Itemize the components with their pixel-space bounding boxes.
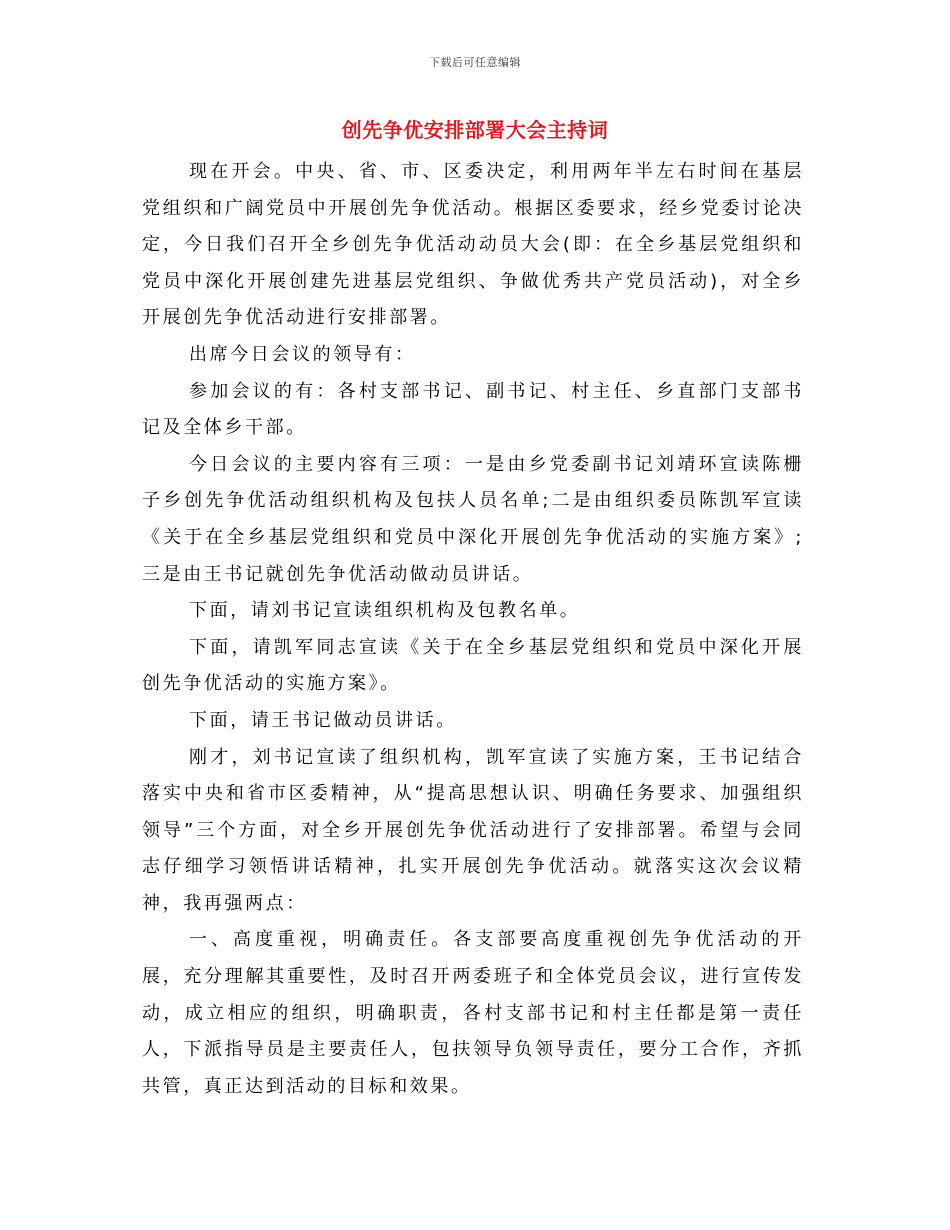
paragraph-mobilization-speech: 下面，请王书记做动员讲话。: [189, 709, 457, 731]
document-title: 创先争优安排部署大会主持词: [341, 118, 609, 142]
document-body: [142, 154, 804, 1105]
paragraph-opening: 现在开会。中央、省、市、区委决定，利用两年半左右时间在基层党组织和广阔党员中开展创先争优活动。根据区委要求，经乡党委讨论决定，今日我们召开全乡创先争优活动动员大会(即：在全乡基层党组织和党员中深化开展创建先进基层党组织、争做优秀共产党员活动)，对全乡开展创先争优活动进行安排部署。: [142, 161, 804, 329]
paragraph-attending-leaders: 出席今日会议的领导有：: [189, 343, 416, 365]
paragraph-read-organization: 下面，请刘书记宣读组织机构及包教名单。: [189, 600, 581, 622]
paragraph-agenda: 今日会议的主要内容有三项：一是由乡党委副书记刘靖环宣读陈栅子乡创先争优活动组织机构及包扶人员名单;二是由组织委员陈凯军宣读《关于在全乡基层党组织和党员中深化开展创先争优活动的实施方案》;三是由王书记就创先争优活动做动员讲话。: [142, 453, 804, 585]
paragraph-summary: 刚才，刘书记宣读了组织机构，凯军宣读了实施方案，王书记结合落实中央和省市区委精神，从“提高思想认识、明确任务要求、加强组织领导”三个方面，对全乡开展创先争优活动进行了安排部署。希望与会同志仔细学习领悟讲话精神，扎实开展创先争优活动。就落实这次会议精神，我再强两点：: [142, 746, 804, 914]
paragraph-participants: 参加会议的有：各村支部书记、副书记、村主任、乡直部门支部书记及全体乡干部。: [142, 380, 804, 439]
paragraph-read-plan: 下面，请凯军同志宣读《关于在全乡基层党组织和党员中深化开展创先争优活动的实施方案》。: [142, 636, 804, 695]
header-note: 下载后可任意编辑: [429, 56, 521, 69]
paragraph-point-one: 一、高度重视，明确责任。各支部要高度重视创先争优活动的开展，充分理解其重要性，及时召开两委班子和全体党员会议，进行宣传发动，成立相应的组织，明确职责，各村支部书记和村主任都是第一责任人，下派指导员是主要责任人，包扶领导负领导责任，要分工合作，齐抓共管，真正达到活动的目标和效果。: [142, 929, 804, 1097]
